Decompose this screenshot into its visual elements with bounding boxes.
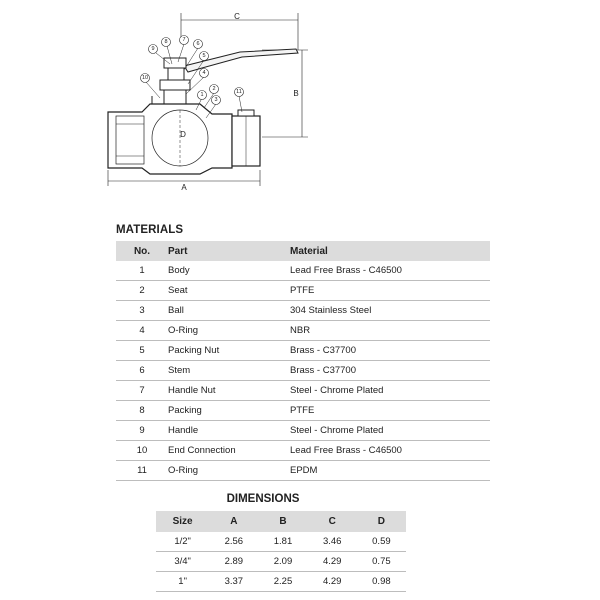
cell-material: PTFE — [290, 401, 490, 421]
cell-c: 4.29 — [308, 552, 357, 572]
valve-diagram — [0, 0, 600, 215]
materials-title: MATERIALS — [116, 224, 184, 236]
cell-material: 304 Stainless Steel — [290, 301, 490, 321]
materials-body — [116, 261, 490, 481]
cell-material: Brass - C37700 — [290, 341, 490, 361]
cell-a: 2.89 — [209, 552, 258, 572]
materials-row — [116, 461, 490, 481]
cell-part: O-Ring — [168, 321, 290, 341]
cell-material: Steel - Chrome Plated — [290, 381, 490, 401]
header-size: Size — [156, 511, 209, 532]
header-no: No. — [116, 241, 168, 261]
left-bracket-shape — [152, 96, 158, 104]
cell-part: Seat — [168, 281, 290, 301]
dim-label-c: C — [234, 12, 240, 21]
cell-part: Handle — [168, 421, 290, 441]
cell-part: End Connection — [168, 441, 290, 461]
cell-material: Brass - C37700 — [290, 361, 490, 381]
materials-row — [116, 321, 490, 341]
cell-material: EPDM — [290, 461, 490, 481]
cell-no: 3 — [116, 301, 168, 321]
cell-material: Steel - Chrome Plated — [290, 421, 490, 441]
materials-header-row — [116, 241, 490, 261]
materials-row — [116, 441, 490, 461]
cell-b: 2.09 — [258, 552, 307, 572]
callout-11: 11 — [236, 89, 242, 95]
header-material: Material — [290, 241, 490, 261]
callout-3: 3 — [214, 97, 218, 103]
cell-part: Ball — [168, 301, 290, 321]
cell-part: Packing — [168, 401, 290, 421]
cell-part: Body — [168, 261, 290, 281]
cell-d: 0.59 — [357, 532, 406, 552]
cell-a: 3.37 — [209, 572, 258, 592]
end-cap-shape — [238, 110, 254, 116]
callout-1: 1 — [200, 92, 204, 98]
cell-b: 2.25 — [258, 572, 307, 592]
dim-label-b: B — [293, 89, 299, 98]
cell-no: 5 — [116, 341, 168, 361]
packing-nut-shape — [160, 80, 190, 90]
header-d: D — [357, 511, 406, 532]
materials-row — [116, 361, 490, 381]
materials-table — [116, 241, 490, 481]
cell-b: 1.81 — [258, 532, 307, 552]
cell-size: 1/2" — [156, 532, 209, 552]
callout-10: 10 — [141, 75, 149, 81]
dim-label-d: D — [180, 130, 186, 139]
stem-shape — [168, 68, 184, 80]
callout-8: 8 — [164, 39, 168, 45]
dimensions-row — [156, 552, 406, 572]
materials-row — [116, 261, 490, 281]
cell-size: 3/4" — [156, 552, 209, 572]
leader-line — [146, 82, 160, 98]
materials-row — [116, 421, 490, 441]
cell-c: 4.29 — [308, 572, 357, 592]
cell-d: 0.75 — [357, 552, 406, 572]
dim-label-a: A — [181, 183, 187, 192]
cell-no: 11 — [116, 461, 168, 481]
materials-row — [116, 341, 490, 361]
dimensions-body — [156, 532, 406, 592]
packing-shape — [164, 90, 186, 104]
materials-row — [116, 381, 490, 401]
cell-no: 9 — [116, 421, 168, 441]
dimensions-title: DIMENSIONS — [226, 493, 300, 505]
valve-body-shape — [108, 104, 232, 174]
materials-row — [116, 281, 490, 301]
header-c: C — [308, 511, 357, 532]
cell-material: PTFE — [290, 281, 490, 301]
dimensions-row — [156, 572, 406, 592]
callout-6: 6 — [196, 41, 200, 47]
cell-material: Lead Free Brass - C46500 — [290, 261, 490, 281]
header-part: Part — [168, 241, 290, 261]
cell-c: 3.46 — [308, 532, 357, 552]
callout-2: 2 — [212, 86, 216, 92]
cell-no: 1 — [116, 261, 168, 281]
cell-part: Stem — [168, 361, 290, 381]
cell-no: 2 — [116, 281, 168, 301]
cell-d: 0.98 — [357, 572, 406, 592]
cell-size: 1" — [156, 572, 209, 592]
dimensions-table — [156, 511, 406, 592]
cell-no: 4 — [116, 321, 168, 341]
callout-5: 5 — [202, 53, 206, 59]
cell-no: 7 — [116, 381, 168, 401]
dimensions-header-row — [156, 511, 406, 532]
cell-no: 8 — [116, 401, 168, 421]
callout-7: 7 — [182, 37, 186, 43]
cell-material: NBR — [290, 321, 490, 341]
handle-nut-shape — [164, 58, 186, 68]
header-b: B — [258, 511, 307, 532]
materials-row — [116, 401, 490, 421]
callout-9: 9 — [151, 46, 155, 52]
cell-part: Handle Nut — [168, 381, 290, 401]
header-a: A — [209, 511, 258, 532]
materials-row — [116, 301, 490, 321]
dimensions-row — [156, 532, 406, 552]
cell-a: 2.56 — [209, 532, 258, 552]
cell-part: Packing Nut — [168, 341, 290, 361]
cell-no: 6 — [116, 361, 168, 381]
cell-no: 10 — [116, 441, 168, 461]
callout-4: 4 — [202, 70, 206, 76]
cell-part: O-Ring — [168, 461, 290, 481]
cell-material: Lead Free Brass - C46500 — [290, 441, 490, 461]
